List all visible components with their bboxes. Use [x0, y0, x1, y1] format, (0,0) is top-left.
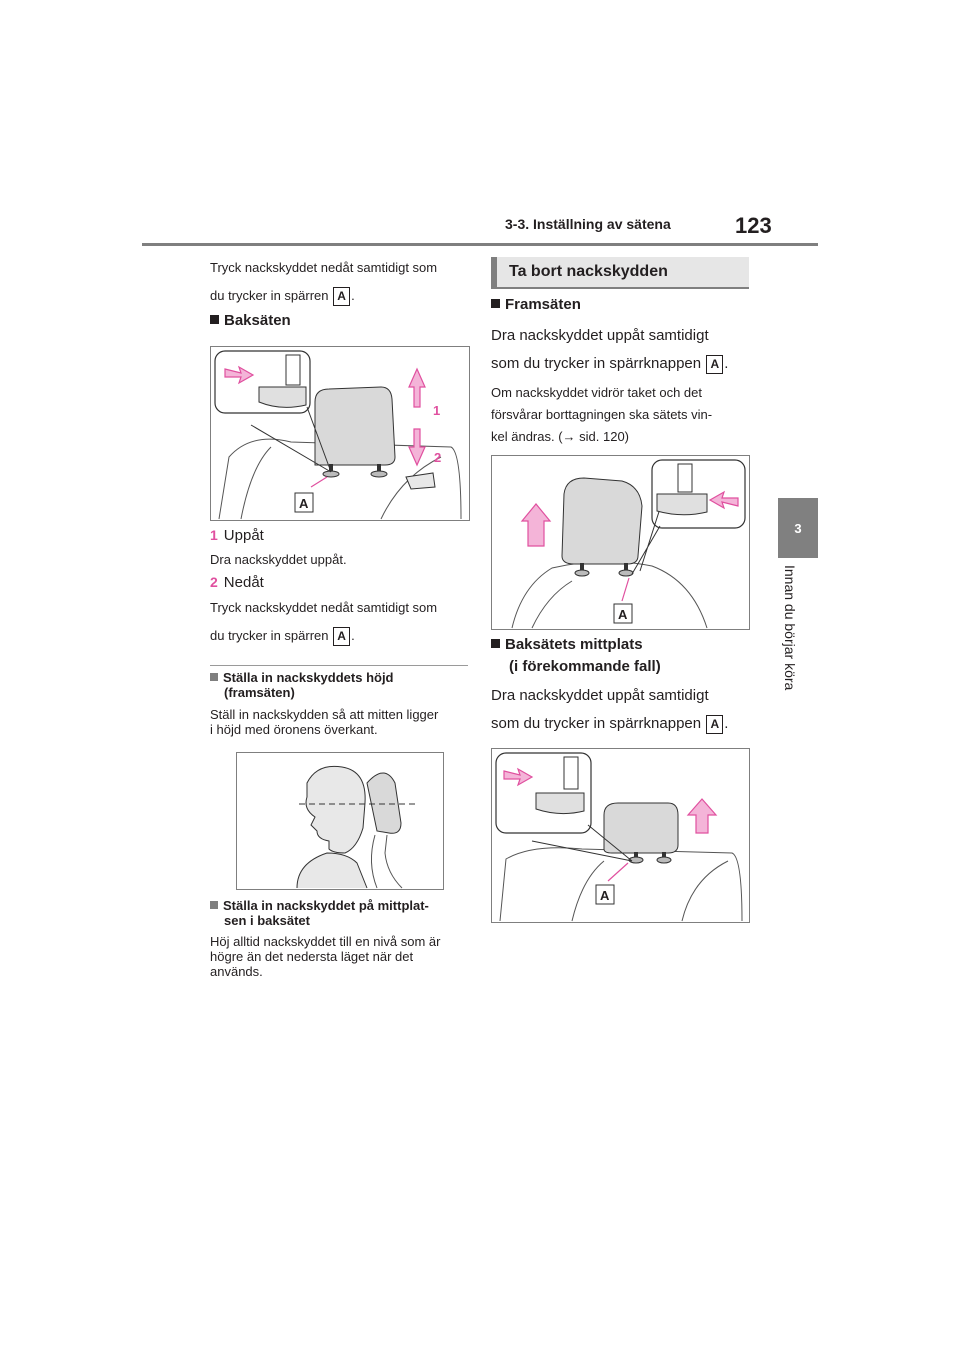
fig1-label-2: 2	[434, 450, 442, 465]
step-down: 2 Nedåt	[210, 574, 264, 591]
front-height-text: Ställ in nackskydden så att mitten ligger i höjd med öronens överkant.	[210, 707, 439, 737]
front-removal-figure	[491, 455, 750, 630]
center-remove-text: Dra nackskyddet uppåt samtidigt som du trycker in spärrknappen A .	[491, 687, 729, 732]
header-rule	[142, 243, 818, 246]
intro-text: Tryck nackskyddet nedåt samtidigt som du trycker in spärren A .	[210, 257, 480, 307]
step-up-text: Dra nackskyddet uppåt.	[210, 552, 347, 567]
fig3-label-a: A	[618, 607, 628, 622]
key-a-badge: A	[706, 715, 723, 734]
chapter-tab: 3	[778, 498, 818, 558]
rear-seats-heading: Baksäten	[210, 312, 291, 329]
fig4-label-a: A	[600, 888, 610, 903]
fig1-label-1: 1	[433, 403, 441, 418]
key-a-badge: A	[706, 355, 723, 374]
head-position-figure	[236, 752, 444, 890]
center-rear-subheading: Ställa in nackskyddet på mittplat- sen i baksätet	[210, 898, 429, 928]
center-rear-heading: Baksätets mittplats (i förekommande fall)	[491, 634, 661, 678]
step-up: 1 Uppåt	[210, 527, 264, 544]
front-height-subheading: Ställa in nackskyddets höjd (framsäten)	[210, 670, 394, 700]
fig1-label-a: A	[299, 496, 309, 511]
page-number: 123	[735, 213, 772, 238]
divider	[210, 665, 468, 666]
center-rear-text: Höj alltid nackskyddet till en nivå som är högre än det nedersta läget när det används.	[210, 934, 441, 979]
section-title: 3-3. Inställning av sätena	[505, 216, 671, 232]
step-down-text: Tryck nackskyddet nedåt samtidigt som du trycker in spärren A .	[210, 597, 480, 647]
key-a-badge: A	[333, 287, 350, 306]
remove-headrests-heading: Ta bort nackskydden	[491, 257, 749, 289]
front-seats-heading: Framsäten	[491, 296, 581, 313]
chapter-side-title: Innan du börjar köra	[782, 565, 798, 691]
front-remove-text: Dra nackskyddet uppåt samtidigt som du trycker in spärrknappen A .	[491, 327, 729, 372]
key-a-badge: A	[333, 627, 350, 646]
rear-headrest-figure	[210, 346, 470, 521]
roof-note: Om nackskyddet vidrör taket och det försvårar borttagningen ska sätets vin- kel ändras. (→ sid. 120)	[491, 385, 713, 444]
center-removal-figure	[491, 748, 750, 923]
